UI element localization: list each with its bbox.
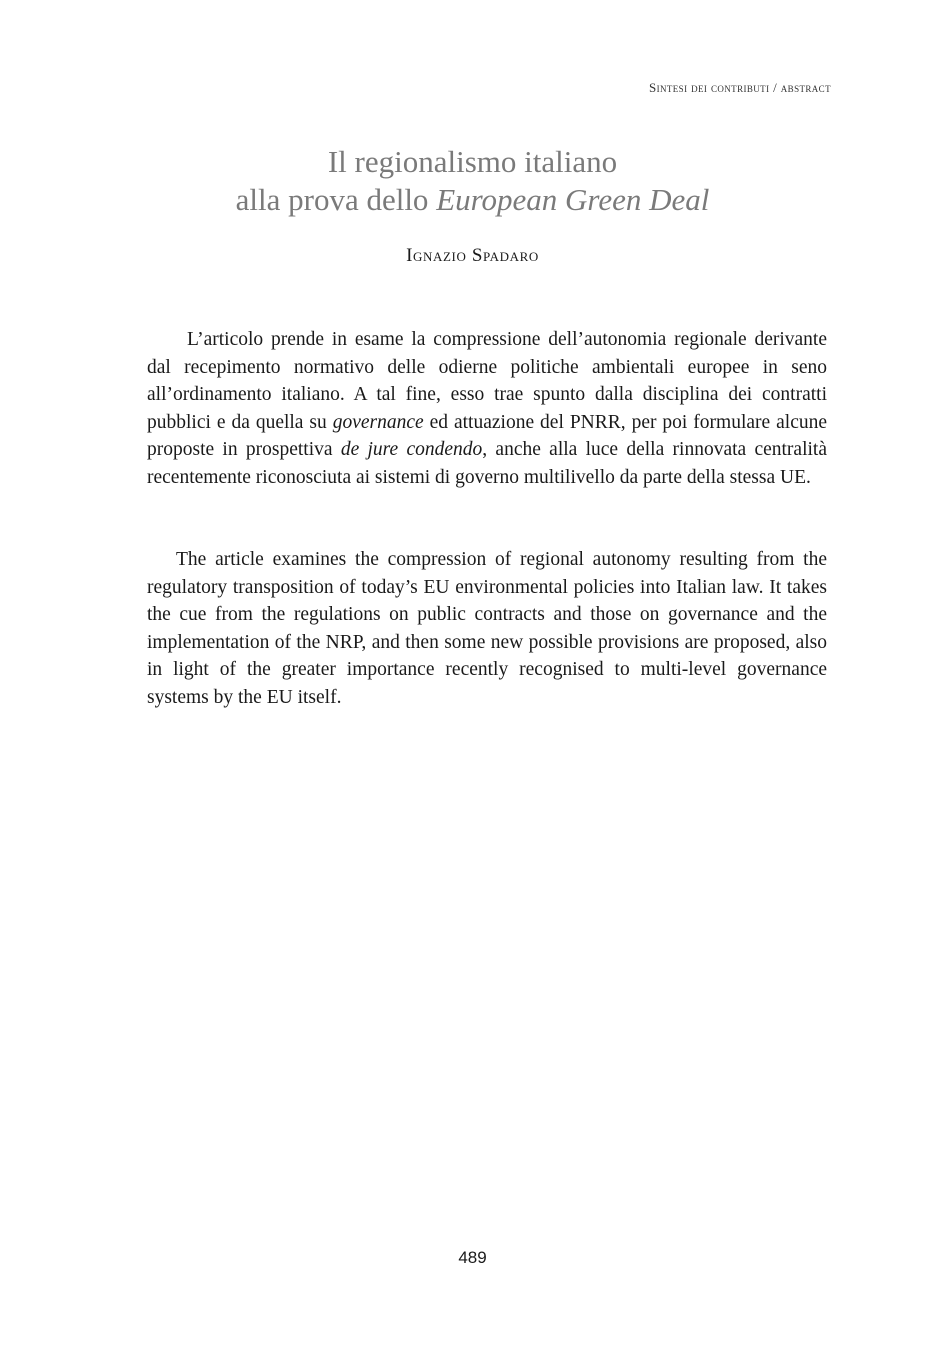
abstract-it-part-3: , anche alla luce della rinnovata centralità recentemente riconosciuta ai sistemi di governo multilivello da parte della stessa UE. [147,439,827,488]
title-line-2-italic: European Green Deal [436,182,710,217]
article-title [0,143,945,219]
page-number: 489 [458,1248,487,1267]
abstract-italian [147,326,827,491]
title-line-2 [0,181,945,219]
title-line-2-prefix: alla prova dello [235,182,437,217]
abstract-it-italic-2: de jure condendo [340,439,483,460]
author-name: Ignazio Spadaro [406,245,539,266]
abstract-it-italic-1: governance [332,411,424,433]
abstract-it-part-1: L’articolo prende in esame la compressione dell’autonomia regionale derivante dal recepimento normativo delle odierne politiche ambientali europee in seno all’ordinamento italiano. A tal fine, esso trae spunto dalla disciplina dei contratti pubblici e da quella su [147,329,827,433]
running-header: Sintesi dei contributi / abstract [648,80,831,95]
abstract-it-part-2: ed attuazione del PNRR, per poi formulare alcune proposte in prospettiva [147,411,828,460]
abstract-english: The article examines the compression of regional autonomy resulting from the regulatory transposition of today’s EU environmental policies into Italian law. It takes the cue from the regulations on public contracts and those on governance and the implementation of the NRP, and then some new possible provisions are proposed, also in light of the greater importance recently recognised to multi-level governance systems by the EU itself. [147,549,827,708]
title-line-1: Il regionalismo italiano [327,144,618,179]
